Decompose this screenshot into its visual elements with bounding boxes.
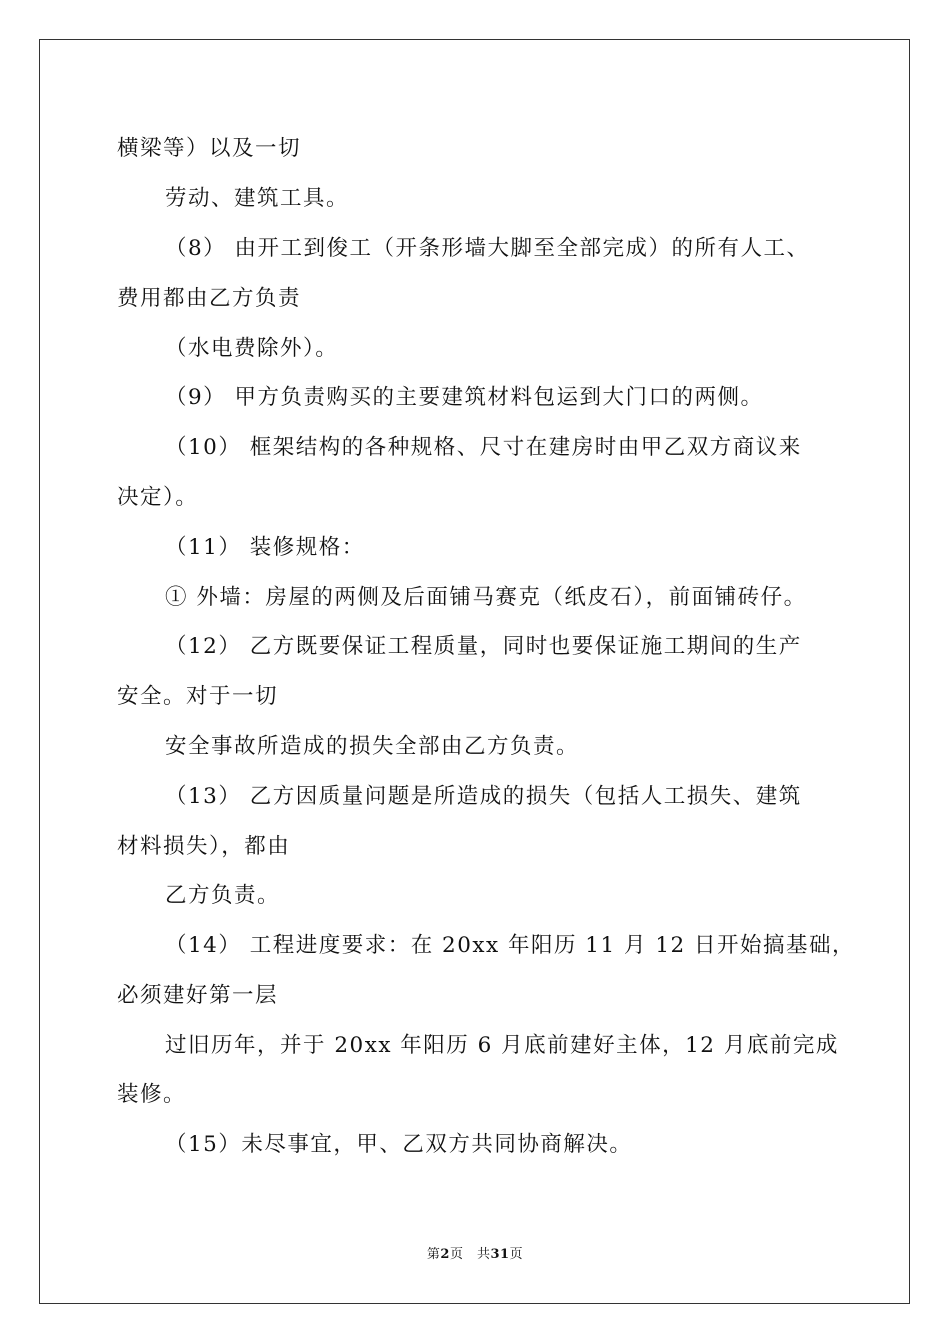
page-border — [39, 39, 910, 1304]
body-line-12: 安全。对于一切 — [117, 684, 279, 709]
body-line-21: （15）未尽事宜，甲、乙双方共同协商解决。 — [165, 1132, 633, 1157]
footer-mid: 页 共 — [449, 1247, 491, 1262]
body-line-18: 必须建好第一层 — [117, 983, 279, 1008]
body-line-13: 安全事故所造成的损失全部由乙方负责。 — [165, 734, 580, 759]
body-line-5: （水电费除外）。 — [165, 336, 339, 361]
body-line-1: 横梁等）以及一切 — [117, 136, 302, 161]
body-line-7: （10） 框架结构的各种规格、尺寸在建房时由甲乙双方商议来 — [165, 435, 802, 460]
body-line-2: 劳动、建筑工具。 — [165, 186, 350, 211]
body-line-14: （13） 乙方因质量问题是所造成的损失（包括人工损失、建筑 — [165, 784, 802, 809]
page-footer — [0, 1246, 950, 1264]
footer-prefix: 第 — [426, 1247, 441, 1262]
body-line-10: ① 外墙：房屋的两侧及后面铺马赛克（纸皮石），前面铺砖仔。 — [165, 585, 807, 610]
body-line-6: （9） 甲方负责购买的主要建筑材料包运到大门口的两侧。 — [165, 385, 764, 410]
footer-total-pages: 31 — [490, 1247, 510, 1262]
footer-suffix: 页 — [509, 1247, 524, 1262]
body-line-16: 乙方负责。 — [165, 883, 281, 908]
body-line-20: 装修。 — [117, 1082, 187, 1107]
body-line-3: （8） 由开工到俊工（开条形墙大脚至全部完成）的所有人工、 — [165, 236, 810, 261]
body-line-11: （12） 乙方既要保证工程质量，同时也要保证施工期间的生产 — [165, 634, 802, 659]
body-line-4: 费用都由乙方负责 — [117, 286, 302, 311]
footer-current-page: 2 — [440, 1247, 450, 1262]
body-line-17: （14） 工程进度要求：在 20xx 年阳历 11 月 12 日开始搞基础， — [165, 933, 856, 958]
body-line-19: 过旧历年，并于 20xx 年阳历 6 月底前建好主体，12 月底前完成 — [165, 1033, 839, 1058]
body-line-15: 材料损失），都由 — [117, 834, 291, 859]
body-line-9: （11） 装修规格： — [165, 535, 365, 560]
body-line-8: 决定）。 — [117, 485, 199, 510]
